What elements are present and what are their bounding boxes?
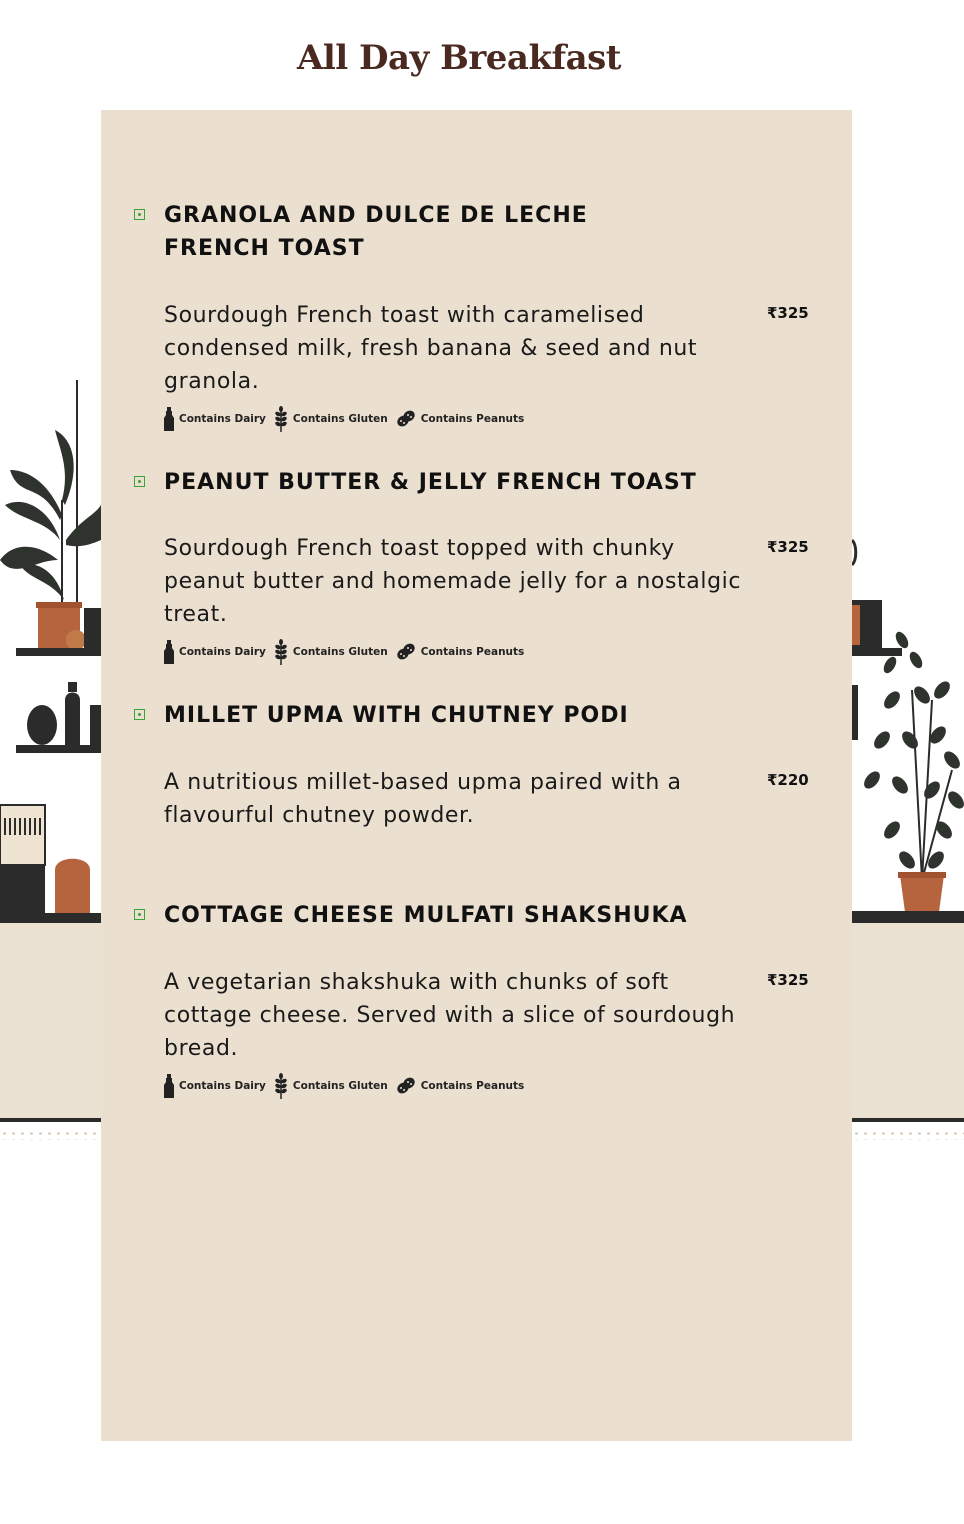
allergen-gluten <box>274 406 388 432</box>
milk-bottle-icon <box>164 1074 174 1098</box>
veg-mark-icon <box>134 909 145 920</box>
allergen-label: Contains Peanuts <box>420 1080 525 1092</box>
plant-shelf-illustration-right <box>852 0 964 930</box>
allergen-label: Contains Gluten <box>292 1080 388 1092</box>
item-description: Sourdough French toast with caramelised condensed milk, fresh banana & seed and nut granola. <box>164 303 698 394</box>
allergen-label: Contains Dairy <box>179 646 266 658</box>
item-price: ₹325 <box>767 538 809 556</box>
item-name: COTTAGE CHEESE MULFATI SHAKSHUKA <box>164 903 688 928</box>
wheat-icon <box>274 1073 288 1099</box>
allergen-dairy <box>164 407 266 431</box>
allergen-gluten <box>274 1073 388 1099</box>
item-description: Sourdough French toast topped with chunky peanut butter and homemade jelly for a nostalgic treat. <box>164 536 742 627</box>
veg-mark-icon <box>134 709 145 720</box>
allergen-dairy <box>164 1074 266 1098</box>
item-price: ₹325 <box>767 971 809 989</box>
right-scenery <box>852 0 964 1524</box>
peanut-icon <box>396 1076 416 1096</box>
peanut-icon <box>396 409 416 429</box>
allergen-label: Contains Peanuts <box>420 413 525 425</box>
item-price: ₹220 <box>767 771 809 789</box>
allergen-dairy <box>164 640 266 664</box>
allergen-gluten <box>274 639 388 665</box>
allergen-label: Contains Dairy <box>179 413 266 425</box>
item-price: ₹325 <box>767 304 809 322</box>
wheat-icon <box>274 406 288 432</box>
veg-mark-icon <box>134 209 145 220</box>
allergen-label: Contains Gluten <box>292 413 388 425</box>
milk-bottle-icon <box>164 407 174 431</box>
allergen-row <box>164 1073 532 1099</box>
allergen-label: Contains Dairy <box>179 1080 266 1092</box>
allergen-peanuts <box>396 1076 525 1096</box>
page-title: All Day Breakfast <box>296 38 622 78</box>
veg-mark-icon <box>134 476 145 487</box>
item-description: A vegetarian shakshuka with chunks of soft cottage cheese. Served with a slice of sourdough bread. <box>164 970 736 1061</box>
wheat-icon <box>274 639 288 665</box>
item-description: A nutritious millet-based upma paired with a flavourful chutney powder. <box>164 770 682 828</box>
allergen-peanuts <box>396 409 525 429</box>
item-name: GRANOLA AND DULCE DE LECHE FRENCH TOAST <box>164 203 588 261</box>
left-scenery <box>0 0 101 1524</box>
plant-shelf-illustration <box>0 0 101 930</box>
allergen-row <box>164 406 532 432</box>
allergen-label: Contains Gluten <box>292 646 388 658</box>
item-name: MILLET UPMA WITH CHUTNEY PODI <box>164 703 629 728</box>
peanut-icon <box>396 642 416 662</box>
allergen-peanuts <box>396 642 525 662</box>
item-name: PEANUT BUTTER & JELLY FRENCH TOAST <box>164 470 697 495</box>
allergen-row <box>164 639 532 665</box>
milk-bottle-icon <box>164 640 174 664</box>
allergen-label: Contains Peanuts <box>420 646 525 658</box>
